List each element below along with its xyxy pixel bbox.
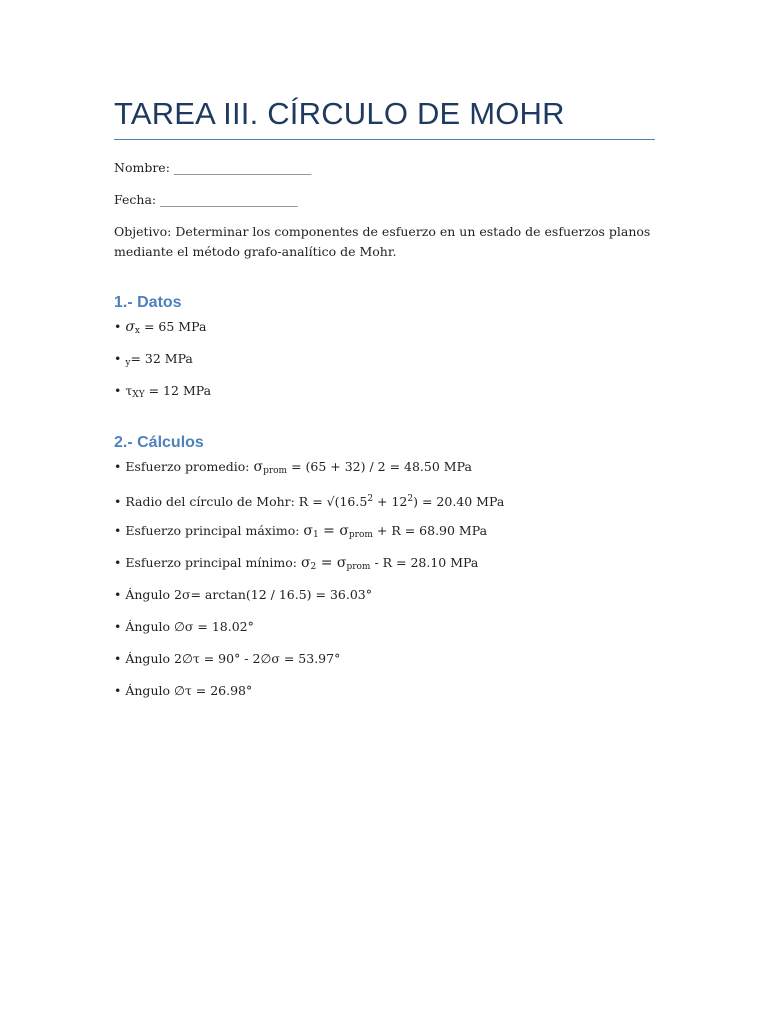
- superscript: 2: [407, 494, 414, 504]
- subscript: XY: [132, 390, 145, 400]
- subscript: prom: [346, 562, 371, 572]
- tau-symbol: τ: [125, 383, 133, 398]
- dato-sigma-x: [114, 317, 206, 341]
- bullet: •: [114, 459, 122, 474]
- calc-angulo-sigma: [114, 617, 254, 637]
- objetivo-line-1: Objetivo: Determinar los componentes de esfuerzo en un estado de esfuerzos planos: [114, 224, 651, 239]
- bullet: •: [114, 619, 122, 634]
- fecha-field: Fecha: ______________________: [114, 192, 298, 207]
- bullet: •: [114, 555, 122, 570]
- calc-text: Ángulo 2∅τ = 90° - 2∅σ = 53.97°: [125, 651, 341, 666]
- dato-value: = 32 MPa: [130, 351, 193, 366]
- sigma-symbol: σ: [253, 459, 264, 475]
- calc-label: Esfuerzo principal mínimo:: [125, 555, 301, 570]
- calc-mid: + 12: [373, 494, 408, 509]
- bullet: •: [114, 383, 122, 398]
- calc-text: Ángulo ∅σ = 18.02°: [125, 619, 254, 634]
- sigma-symbol: σ: [303, 523, 313, 539]
- bullet: •: [114, 651, 122, 666]
- bullet: •: [114, 523, 122, 538]
- bullet: •: [114, 587, 122, 602]
- subscript: 1: [312, 530, 319, 540]
- calc-value: - R = 28.10 MPa: [370, 555, 479, 570]
- subscript: prom: [263, 466, 288, 476]
- calc-mid: = σ: [318, 523, 349, 539]
- bullet: •: [114, 494, 122, 509]
- dato-value: = 12 MPa: [144, 383, 212, 398]
- calculos-heading: 2.- Cálculos: [114, 434, 204, 451]
- calc-angulo-2tau: [114, 649, 340, 669]
- datos-heading: 1.- Datos: [114, 294, 182, 311]
- calc-value: = (65 + 32) / 2 = 48.50 MPa: [287, 459, 472, 474]
- calc-angulo-tau: [114, 681, 252, 701]
- superscript: 2: [367, 494, 374, 504]
- document-title: TAREA III. CÍRCULO DE MOHR: [114, 96, 565, 131]
- dato-tau-xy: [114, 381, 211, 405]
- calc-text: Ángulo ∅τ = 26.98°: [125, 683, 253, 698]
- objetivo-line-2: mediante el método grafo-analítico de Mohr.: [114, 244, 397, 259]
- subscript: prom: [348, 530, 373, 540]
- dato-sigma-y: [114, 349, 193, 373]
- title-divider: [114, 139, 655, 140]
- calc-esfuerzo-minimo: [114, 553, 478, 577]
- bullet: •: [114, 683, 122, 698]
- calc-radio: [114, 489, 504, 512]
- subscript: y: [125, 358, 131, 368]
- calc-text: Ángulo 2σ= arctan(12 / 16.5) = 36.03°: [125, 587, 372, 602]
- sigma-symbol: σ: [300, 555, 311, 571]
- calc-value: ) = 20.40 MPa: [413, 494, 505, 509]
- nombre-field: Nombre: ______________________: [114, 160, 312, 175]
- calc-value: + R = 68.90 MPa: [372, 523, 488, 538]
- calc-esfuerzo-maximo: [114, 521, 487, 545]
- calc-label: Esfuerzo principal máximo:: [125, 523, 304, 538]
- calc-esfuerzo-promedio: [114, 457, 472, 481]
- bullet: •: [114, 319, 122, 334]
- dato-value: = 65 MPa: [140, 319, 207, 334]
- subscript: 2: [310, 562, 317, 572]
- calc-label: Radio del círculo de Mohr: R = √(16.5: [125, 494, 368, 509]
- calc-angulo-2sigma: [114, 585, 372, 605]
- sigma-symbol: σ: [125, 319, 135, 335]
- bullet: •: [114, 351, 122, 366]
- subscript: x: [134, 326, 140, 336]
- calc-label: Esfuerzo promedio:: [125, 459, 254, 474]
- calc-mid: = σ: [316, 555, 347, 571]
